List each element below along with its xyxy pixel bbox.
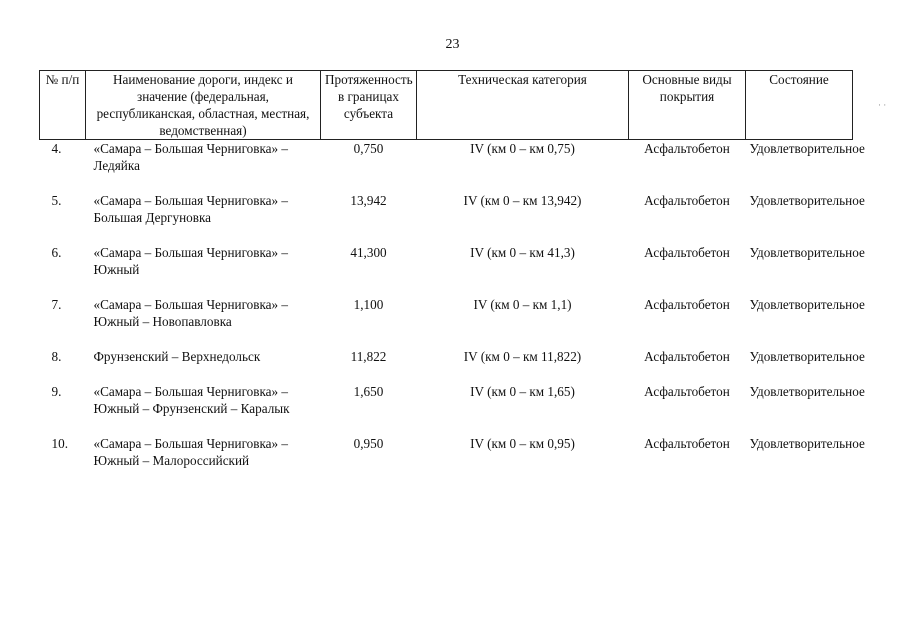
row-length: 0,750 [353,141,384,156]
row-coverage: Асфальтобетон [644,245,730,260]
table-row [40,435,853,487]
table-row [40,383,853,435]
row-num: 10. [51,436,68,451]
row-state: Удовлетворительное [749,297,865,312]
row-name: «Самара – Большая Черниговка» – Южный – Новопавловка [93,297,289,329]
row-num: 4. [51,141,62,156]
row-num: 5. [51,193,62,208]
row-name: «Самара – Большая Черниговка» – Южный – Фрунзенский – Каралык [93,384,290,416]
header-num: № п/п [40,71,86,140]
table-row [40,140,853,193]
row-length: 11,822 [350,349,387,364]
table-row [40,296,853,348]
row-category: IV (км 0 – км 41,3) [470,245,575,260]
row-name: «Самара – Большая Черниговка» – Южный [93,245,289,277]
row-category: IV (км 0 – км 0,75) [470,141,575,156]
row-name: «Самара – Большая Черниговка» – Ледяйка [93,141,289,173]
table-row [40,244,853,296]
scan-speck: · · [878,100,887,110]
header-coverage: Основные виды покрытия [629,71,746,140]
row-num: 6. [51,245,62,260]
row-state: Удовлетворительное [749,245,865,260]
row-state: Удовлетворительное [749,384,865,399]
row-category: IV (км 0 – км 1,65) [470,384,575,399]
row-coverage: Асфальтобетон [644,141,730,156]
row-name: «Самара – Большая Черниговка» – Южный – Малороссийский [93,436,289,468]
row-num: 9. [51,384,62,399]
row-category: IV (км 0 – км 0,95) [470,436,575,451]
row-length: 13,942 [350,193,387,208]
row-category: IV (км 0 – км 13,942) [463,193,582,208]
row-coverage: Асфальтобетон [644,193,730,208]
header-row [40,71,853,140]
header-name: Наименование дороги, индекс и значение (федеральная, республиканская, областная, местная, ведомственная) [86,71,321,140]
row-length: 1,650 [353,384,384,399]
row-coverage: Асфальтобетон [644,349,730,364]
row-length: 1,100 [353,297,384,312]
row-name: «Самара – Большая Черниговка» – Большая Дергуновка [93,193,289,225]
row-coverage: Асфальтобетон [644,297,730,312]
table-row [40,348,853,383]
row-category: IV (км 0 – км 11,822) [463,349,582,364]
row-length: 0,950 [353,436,384,451]
table-row [40,192,853,244]
row-num: 8. [51,349,62,364]
row-state: Удовлетворительное [749,349,865,364]
row-num: 7. [51,297,62,312]
page-number: 23 [445,37,460,52]
row-coverage: Асфальтобетон [644,384,730,399]
roads-table [39,70,865,487]
row-state: Удовлетворительное [749,436,865,451]
header-length: Протяженность в границах субъекта [321,71,417,140]
row-state: Удовлетворительное [749,193,865,208]
row-name: Фрунзенский – Верхнедольск [93,349,261,364]
row-state: Удовлетворительное [749,141,865,156]
row-length: 41,300 [350,245,387,260]
header-state: Состояние [746,71,853,140]
header-category: Техническая категория [417,71,629,140]
row-coverage: Асфальтобетон [644,436,730,451]
row-category: IV (км 0 – км 1,1) [473,297,572,312]
